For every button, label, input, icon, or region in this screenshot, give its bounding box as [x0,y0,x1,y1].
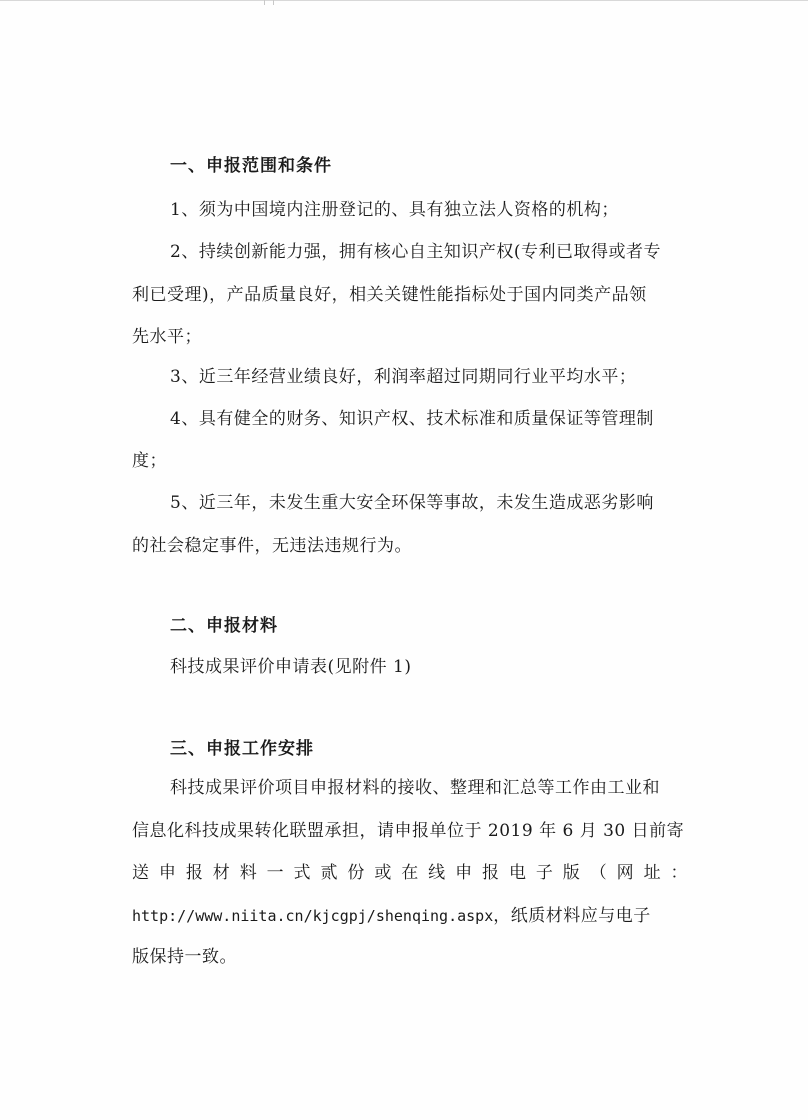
section1-item3: 3、近三年经营业绩良好，利润率超过同期同行业平均水平； [170,367,637,387]
section1-item4-line1: 4、具有健全的财务、知识产权、技术标准和质量保证等管理制 [170,409,654,429]
section3-line5: 版保持一致。 [132,947,237,967]
application-url[interactable]: http://www.niita.cn/kjcgpj/shenqing.aspx [132,907,494,925]
section1-item5-line1: 5、近三年，未发生重大安全环保等事故，未发生造成恶劣影响 [170,493,654,513]
section1-heading: 一、申报范围和条件 [170,156,332,176]
section3-line4-rest: ，纸质材料应与电子 [493,906,651,926]
section3-line2: 信息化科技成果转化联盟承担，请申报单位于 2019 年 6 月 30 日前寄 [132,821,685,841]
section3-line4 [132,905,651,927]
section1-item2-line1: 2、持续创新能力强，拥有核心自主知识产权(专利已取得或者专 [170,242,661,262]
section1-item1: 1、须为中国境内注册登记的、具有独立法人资格的机构； [170,200,619,220]
page-top-edge [0,0,808,5]
section2-heading: 二、申报材料 [170,616,278,636]
section3-heading: 三、申报工作安排 [170,739,314,759]
section2-text: 科技成果评价申请表(见附件 1) [170,657,412,677]
section3-line1: 科技成果评价项目申报材料的接收、整理和汇总等工作由工业和 [170,778,660,798]
section1-item2-line3: 先水平； [132,327,202,347]
section1-item4-line2: 度； [132,451,167,471]
staple-mark [264,0,274,5]
section1-item5-line2: 的社会稳定事件，无违法违规行为。 [132,536,412,556]
section1-item2-line2: 利已受理)，产品质量良好，相关关键性能指标处于国内同类产品领 [132,285,647,305]
section3-line3: 送申报材料一式贰份或在线申报电子版（网址： [132,863,688,883]
